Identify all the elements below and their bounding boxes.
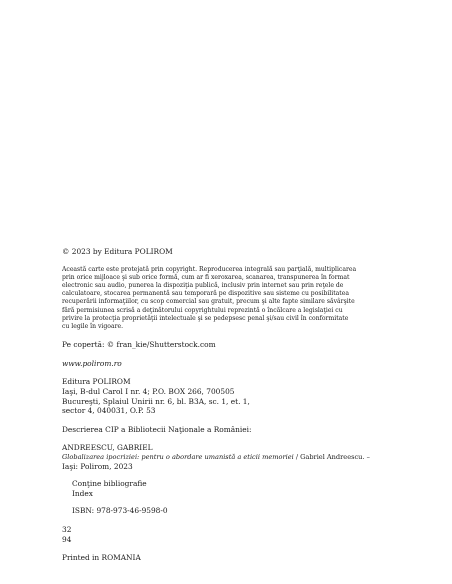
- copyright-notice: [62, 266, 392, 332]
- notice-line: fără permisiunea scrisă a deţinătorului copyrightului reprezintă o încălcare a legislaţiei cu: [62, 306, 343, 314]
- cip-title: Globalizarea ipocriziei: pentru o abordare umanistă a eticii memoriei: [62, 452, 294, 461]
- publisher-block: [62, 377, 392, 415]
- cover-credit: Pe copertă: © fran_kie/Shutterstock.com: [62, 340, 216, 350]
- cip-imprint: Iaşi: Polirom, 2023: [62, 461, 133, 471]
- notice-line: privire la protecţia proprietăţii intelectuale şi se pedepsesc penal şi/sau civil în conformitate: [62, 314, 349, 322]
- notice-line: prin orice mijloace şi sub orice formă, cum ar fi xeroxarea, scanarea, transpunerea în format: [62, 273, 350, 281]
- printed-in: Printed in ROMANIA: [62, 553, 141, 563]
- cip-title-responsibility: / Gabriel Andreescu. –: [293, 452, 370, 461]
- website-link[interactable]: www.polirom.ro: [62, 358, 122, 368]
- notice-line: recuperării informaţiilor, cu scop comercial sau gratuit, precum şi alte fapte similare săvârşite: [62, 298, 355, 306]
- publisher-address-line: Iaşi, B-dul Carol I nr. 4; P.O. BOX 266, 700505: [62, 387, 235, 396]
- cip-author: ANDREESCU, GABRIEL: [62, 443, 153, 453]
- notice-line: calculatoare, stocarea permanentă sau temporară pe dispozitive sau sisteme cu posibilitatea: [62, 290, 349, 298]
- cip-classification: 32: [62, 524, 72, 534]
- notice-line: electronic sau audio, punerea la dispoziţia publică, inclusiv prin internet sau prin reţele de: [62, 282, 344, 289]
- notice-line: Această carte este protejată prin copyright. Reproducerea integrală sau parţială, multiplicarea: [62, 265, 357, 273]
- notice-line: cu legile în vigoare.: [62, 323, 124, 331]
- cip-heading: Descrierea CIP a Bibliotecii Naţionale a României:: [62, 424, 252, 434]
- cip-note: Conţine bibliografie: [72, 479, 147, 489]
- publisher-name: Editura POLIROM: [62, 377, 131, 387]
- publisher-address-line: sector 4, 040031, O.P. 53: [62, 406, 156, 416]
- copyright-page: [62, 247, 392, 563]
- cip-note: Index: [72, 488, 93, 498]
- publisher-address-line: Bucureşti, Splaiul Unirii nr. 6, bl. B3A, sc. 1, et. 1,: [62, 396, 250, 406]
- cip-block: [62, 443, 392, 544]
- cip-isbn: ISBN: 978-973-46-9598-0: [72, 506, 168, 516]
- cip-title-line: [62, 453, 392, 462]
- copyright-line: © 2023 by Editura POLIROM: [62, 247, 173, 256]
- cip-classification: 94: [62, 534, 72, 544]
